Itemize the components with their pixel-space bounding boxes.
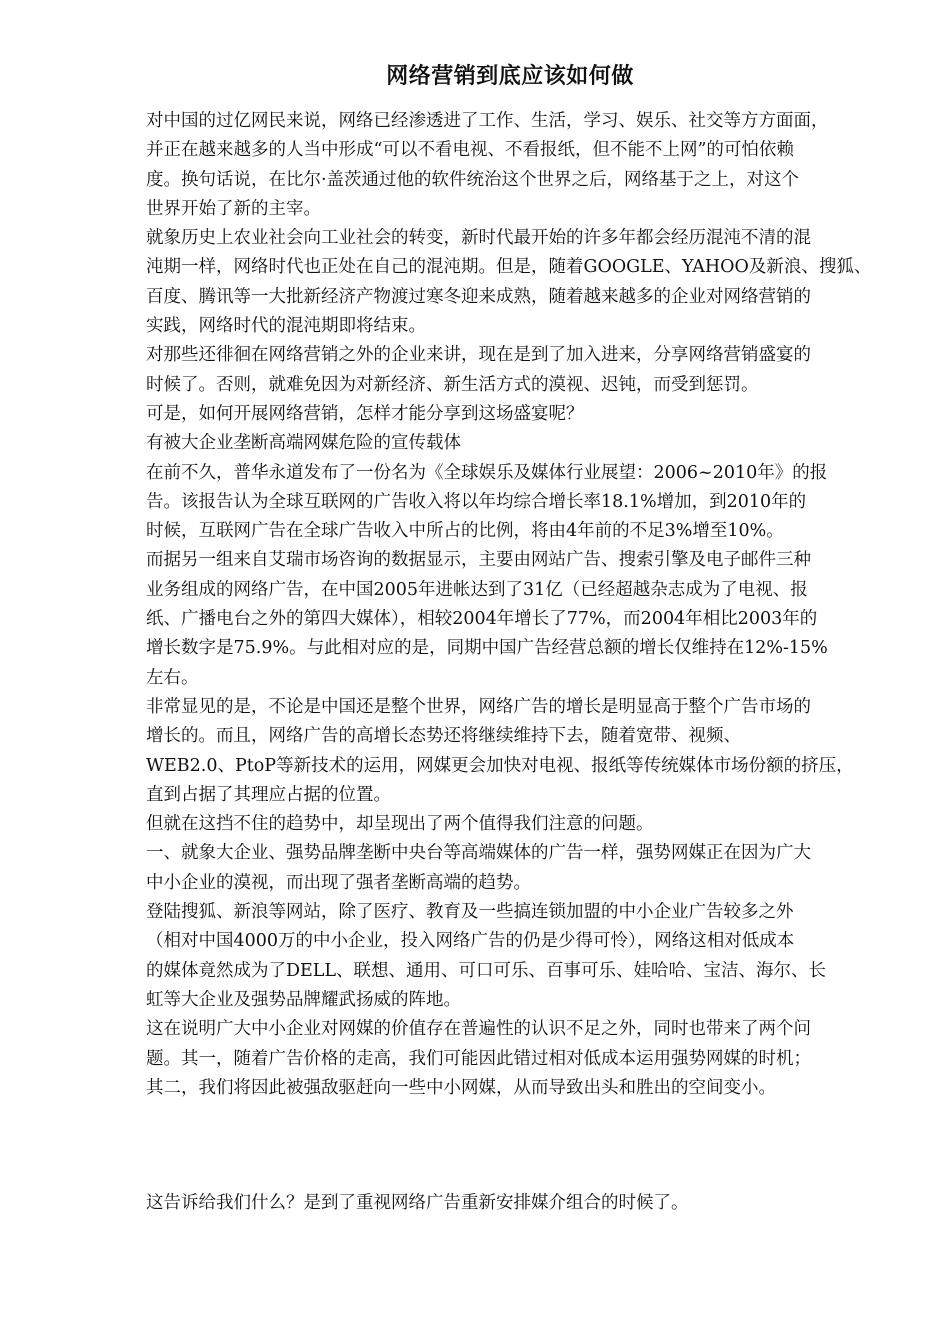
text-line: 在前不久，普华永道发布了一份名为《全球娱乐及媒体行业展望：2006~2010年》的报 (146, 462, 828, 483)
article-lines-closing (146, 1189, 890, 1218)
article-body (146, 107, 890, 1218)
text-line: 一、就象大企业、强势品牌垄断中央台等高端媒体的广告一样，强势网媒正在因为广大 (146, 843, 811, 864)
text-line: 有被大企业垄断高端网媒危险的宣传载体 (146, 433, 461, 454)
text-line: 世界开始了新的主宰。 (146, 198, 321, 219)
text-line: 非常显见的是，不论是中国还是整个世界，网络广告的增长是明显高于整个广告市场的 (146, 696, 811, 717)
text-line: 这告诉给我们什么？是到了重视网络广告重新安排媒介组合的时候了。 (146, 1193, 689, 1214)
text-line: 题。其一，随着广告价格的走高，我们可能因此错过相对低成本运用强势网媒的时机； (146, 1048, 811, 1069)
text-line: 实践，网络时代的混沌期即将结束。 (146, 316, 426, 337)
text-line: 沌期一样，网络时代也正处在自己的混沌期。但是，随着GOOGLE、YAHOO及新浪、搜狐、 (146, 257, 872, 278)
text-line: 登陆搜狐、新浪等网站，除了医疗、教育及一些搞连锁加盟的中小企业广告较多之外 (146, 902, 794, 923)
text-line: 增长数字是75.9%。与此相对应的是，同期中国广告经营总额的增长仅维持在12%-15% (146, 638, 828, 659)
text-line: 这在说明广大中小企业对网媒的价值存在普遍性的认识不足之外，同时也带来了两个问 (146, 1019, 811, 1040)
text-line: 其二，我们将因此被强敌驱赶向一些中小网媒，从而导致出头和胜出的空间变小。 (146, 1077, 776, 1098)
text-line: 百度、腾讯等一大批新经济产物渡过寒冬迎来成熟，随着越来越多的企业对网络营销的 (146, 286, 811, 307)
text-line: WEB2.0、PtoP等新技术的运用，网媒更会加快对电视、报纸等传统媒体市场份额的挤压， (146, 755, 854, 776)
text-line: 时候了。否则，就难免因为对新经济、新生活方式的漠视、迟钝，而受到惩罚。 (146, 374, 759, 395)
text-line: 左右。 (146, 667, 199, 688)
text-line: （相对中国4000万的中小企业，投入网络广告的仍是少得可怜），网络这相对低成本 (146, 931, 795, 952)
text-line: 中小企业的漠视，而出现了强者垄断高端的趋势。 (146, 872, 531, 893)
text-line: 业务组成的网络广告，在中国2005年进帐达到了31亿（已经超越杂志成为了电视、报 (146, 579, 808, 600)
text-line: 的媒体竟然成为了DELL、联想、通用、可口可乐、百事可乐、娃哈哈、宝洁、海尔、长 (146, 960, 827, 981)
text-line: 纸、广播电台之外的第四大媒体），相较2004年增长了77%，而2004年相比2003年的 (146, 609, 818, 630)
text-line: 并正在越来越多的人当中形成“可以不看电视、不看报纸，但不能不上网”的可怕依赖 (146, 140, 794, 161)
text-line: 对那些还徘徊在网络营销之外的企业来讲，现在是到了加入进来，分享网络营销盛宴的 (146, 345, 811, 366)
text-line: 就象历史上农业社会向工业社会的转变，新时代最开始的许多年都会经历混沌不清的混 (146, 228, 811, 249)
article-lines-main (146, 107, 890, 1103)
text-line: 度。换句话说，在比尔·盖茨通过他的软件统治这个世界之后，网络基于之上，对这个 (146, 169, 800, 190)
blank-gap (146, 1103, 890, 1189)
text-line: 直到占据了其理应占据的位置。 (146, 784, 391, 805)
text-line: 但就在这挡不住的趋势中，却呈现出了两个值得我们注意的问题。 (146, 814, 654, 835)
text-line: 虹等大企业及强势品牌耀武扬威的阵地。 (146, 989, 461, 1010)
text-line: 时候，互联网广告在全球广告收入中所占的比例，将由4年前的不足3%增至10%。 (146, 521, 784, 542)
text-line: 可是，如何开展网络营销，怎样才能分享到这场盛宴呢？ (146, 403, 584, 424)
text-line: 增长的。而且，网络广告的高增长态势还将继续维持下去，随着宽带、视频、 (146, 726, 741, 747)
page-title: 网络营销到底应该如何做 (386, 64, 634, 89)
text-line: 告。该报告认为全球互联网的广告收入将以年均综合增长率18.1%增加，到2010年的 (146, 491, 807, 512)
text-line: 而据另一组来自艾瑞市场咨询的数据显示，主要由网站广告、搜索引擎及电子邮件三种 (146, 550, 811, 571)
text-line: 对中国的过亿网民来说，网络已经渗透进了工作、生活，学习、娱乐、社交等方方面面， (146, 111, 829, 131)
